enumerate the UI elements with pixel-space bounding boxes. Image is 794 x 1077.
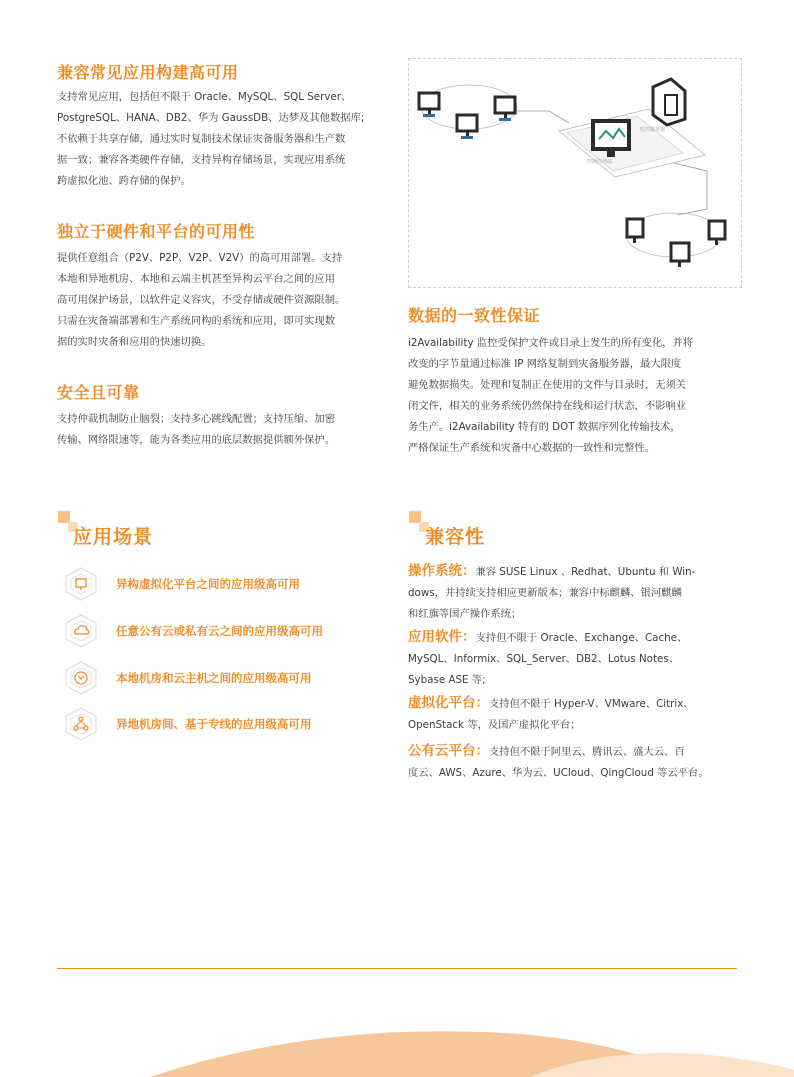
compat-text: 支持但不限于 Oracle、Exchange、Cache、: [475, 632, 688, 644]
compat-cloud: [408, 741, 740, 784]
monitor-icon: [64, 566, 98, 602]
replication-diagram-svg: [409, 59, 741, 287]
para-line: 闭文件，相关的业务系统仍然保持在线和运行状态，不影响业: [408, 400, 687, 412]
compat-virt: [408, 693, 740, 736]
para-line: 据一致；兼容各类硬件存储，支持异构存储场景，实现应用系统: [57, 154, 346, 166]
section-title-hw-independent: 独立于硬件和平台的可用性: [57, 222, 256, 241]
para-line: 严格保证生产系统和灾备中心数据的一致性和完整性。: [408, 442, 656, 454]
compat-label: 虚拟化平台：: [408, 695, 489, 711]
compat-line: 和红旗等国产操作系统；: [408, 608, 522, 620]
section-body-hw-independent: [57, 248, 387, 353]
section-title-secure: 安全且可靠: [57, 383, 140, 402]
compat-title: 兼容性: [425, 526, 486, 548]
compat-line: [408, 627, 740, 649]
section-body-consistency: [408, 333, 740, 459]
footer-wave: [0, 1020, 794, 1077]
section-title-ha-apps: 兼容常见应用构建高可用: [57, 63, 239, 82]
storage-icon: [653, 79, 685, 125]
para-line: 本地和异地机房、本地和云端主机甚至异构云平台之间的应用: [57, 273, 336, 285]
para-line: 改变的字节量通过标准 IP 网络复制到灾备服务器，最大限度: [408, 358, 682, 370]
monitor-icon: [671, 243, 689, 267]
compat-apps: [408, 627, 740, 691]
compat-line: Sybase ASE 等;: [408, 674, 486, 686]
monitor-icon: [709, 221, 725, 245]
compat-label: 公有云平台：: [408, 743, 489, 759]
para-line: 不依赖于共享存储，通过实时复制技术保证灾备服务器和生产数: [57, 133, 346, 145]
para-line: 只需在灾备端部署和生产系统同构的系统和应用，即可实现数: [57, 315, 336, 327]
footer-divider: [57, 968, 737, 969]
para-line: 跨虚拟化池、跨存储的保护。: [57, 175, 191, 187]
compat-line: dows，并持续支持相应更新版本；兼容中标麒麟、银河麒麟: [408, 587, 682, 599]
para-line: 高可用保护场景，以软件定义容灾，不受存储或硬件资源限制。: [57, 294, 346, 306]
replication-diagram: [408, 58, 742, 288]
para-line: 据的实时灾备和应用的快速切换。: [57, 336, 212, 348]
section-title-consistency: 数据的一致性保证: [408, 306, 541, 325]
scenario-item: [64, 660, 384, 696]
para-line: 支持常见应用，包括但不限于 Oracle、MySQL、SQL Server、: [57, 91, 352, 103]
monitor-icon: [627, 219, 643, 243]
scenario-label: 任意公有云或私有云之间的应用级高可用: [116, 624, 323, 638]
scenario-label: 异构虚拟化平台之间的应用级高可用: [116, 577, 300, 591]
scenario-item: [64, 613, 384, 649]
compat-line: [408, 561, 740, 583]
compat-line: OpenStack 等，及国产虚拟化平台；: [408, 719, 581, 731]
monitor-icon: [457, 115, 477, 139]
para-line: 支持仲裁机制防止脑裂；支持多心跳线配置；支持压缩、加密: [57, 413, 336, 425]
compat-line: [408, 741, 740, 763]
para-line: 避免数据损失。处理和复制正在使用的文件与目录时，无须关: [408, 379, 687, 391]
diagram-label-bottom: 控制管理端: [587, 159, 613, 165]
para-line: 务生产。i2Availability 特有的 DOT 数据序列化传输技术，: [408, 421, 681, 433]
compat-line: 度云、AWS、Azure、华为云、UCloud、QingCloud 等云平台。: [408, 767, 709, 779]
scenarios-title: 应用场景: [73, 526, 154, 548]
para-line: 提供任意组合（P2V、P2P、V2P、V2V）的高可用部署。支持: [57, 252, 343, 264]
compat-os: [408, 561, 740, 625]
scenario-label: 本地机房和云主机之间的应用级高可用: [116, 671, 312, 685]
cloud-icon: [64, 613, 98, 649]
scenario-label: 异地机房间、基于专线的应用级高可用: [116, 717, 312, 731]
para-line: 传输、网络限速等，能为各类应用的底层数据提供额外保护。: [57, 434, 336, 446]
scenario-item: [64, 566, 384, 602]
compat-line: [408, 693, 740, 715]
monitor-icon: [419, 93, 439, 117]
compat-text: 兼容 SUSE Linux 、Redhat、Ubuntu 和 Win-: [475, 566, 696, 578]
compat-label: 应用软件：: [408, 629, 476, 645]
compat-text: 支持但不限于阿里云、腾讯云、盛大云、百: [489, 746, 685, 758]
diagram-label-top: 监控服务器: [640, 127, 666, 133]
para-line: i2Availability 监控受保护文件或目录上发生的所有变化，并将: [408, 337, 694, 349]
compat-text: 支持但不限于 Hyper-V、VMware、Citrix、: [489, 698, 694, 710]
scenario-item: [64, 706, 384, 742]
section-body-ha-apps: [57, 87, 387, 192]
section-body-secure: [57, 409, 387, 451]
para-line: PostgreSQL、HANA、DB2、华为 GaussDB、达梦及其他数据库;: [57, 112, 365, 124]
compat-line: MySQL、Informix、SQL_Server、DB2、Lotus Notes、: [408, 653, 679, 665]
sync-icon: [64, 660, 98, 696]
compat-label: 操作系统：: [408, 563, 476, 579]
network-icon: [64, 706, 98, 742]
